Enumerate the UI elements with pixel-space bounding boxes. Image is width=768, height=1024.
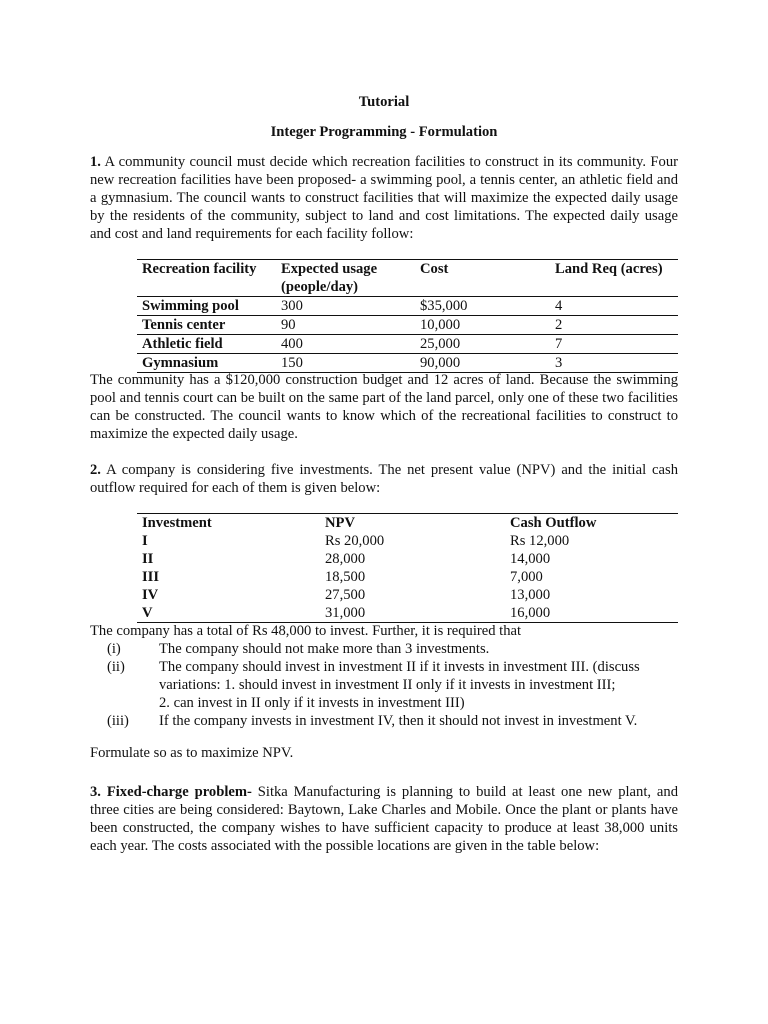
- table-row: [137, 568, 678, 586]
- table-cell: Athletic field: [137, 335, 276, 354]
- table-cell: 90,000: [415, 354, 550, 373]
- col-header: Investment: [137, 514, 320, 533]
- problem1-outro: The community has a $120,000 construction budget and 12 acres of land. Because the swimming pool and tennis court can be built on the same part of the land parcel, only one of these two facilities can be constructed. The council wants to know which of the recreational facilities to construct to maximize the expected daily usage.: [90, 372, 678, 442]
- problem1-intro: 1. A community council must decide which recreation facilities to construct in its community. Four new recreation facilities have been proposed- a swimming pool, a tennis center, an athletic field and a gymnasium. The council wants to construct facilities that will maximize the expected daily usage by the residents of the community, subject to land and cost limitations. The expected daily usage and cost and land requirements for each facility follow:: [90, 154, 678, 242]
- table-row: [137, 604, 678, 623]
- table-cell: Rs 12,000: [510, 533, 570, 549]
- table-cell: 25,000: [415, 335, 550, 354]
- table-header-row: [137, 260, 678, 297]
- table-cell: 18,500: [325, 569, 366, 585]
- table-cell: 3: [550, 354, 678, 373]
- table-row: [137, 335, 678, 354]
- condition-number: (iii): [107, 713, 129, 729]
- table-cell: Rs 20,000: [325, 533, 385, 549]
- table-row: [137, 532, 678, 550]
- table-cell: Swimming pool: [137, 297, 276, 316]
- table-cell: 28,000: [325, 551, 366, 567]
- table-row: [137, 586, 678, 604]
- table-cell: 31,000: [320, 604, 505, 623]
- col-header: Cost: [415, 260, 550, 297]
- table-cell: 13,000: [510, 587, 551, 603]
- table-row: [137, 354, 678, 373]
- problem2-number: 2.: [90, 462, 101, 478]
- problem1-number: 1.: [90, 154, 101, 170]
- condition-number: (ii): [107, 659, 125, 675]
- document-subtitle: Integer Programming - Formulation: [270, 124, 498, 140]
- problem2-lead: The company has a total of Rs 48,000 to invest. Further, it is required that: [90, 623, 522, 639]
- table-cell: $35,000: [415, 297, 550, 316]
- document-title: Tutorial: [358, 94, 410, 110]
- problem3-label: 3. Fixed-charge problem-: [90, 784, 252, 800]
- table-cell: II: [142, 551, 154, 567]
- problem2-closing: Formulate so as to maximize NPV.: [90, 745, 294, 761]
- table-cell: 4: [550, 297, 678, 316]
- col-header: Land Req (acres): [550, 260, 678, 297]
- table-cell: IV: [142, 587, 159, 603]
- table-cell: III: [142, 569, 160, 585]
- condition-text: 2. can invest in II only if it invests in investment III): [159, 695, 465, 711]
- col-header: Cash Outflow: [505, 514, 678, 533]
- investments-table: [137, 513, 678, 623]
- table-cell: 400: [276, 335, 415, 354]
- problem3-text: 3. Fixed-charge problem- Sitka Manufacturing is planning to build at least one new plant, and three cities are being considered: Baytown, Lake Charles and Mobile. Once the plant or plants have been constructed, the company wishes to have sufficient capacity to produce at least 38,000 units each year. The costs associated with the possible locations are given in the table below:: [90, 784, 678, 854]
- table-cell: Tennis center: [137, 316, 276, 335]
- col-header: NPV: [320, 514, 505, 533]
- condition-number: (i): [107, 641, 121, 657]
- table-row: [137, 550, 678, 568]
- col-header: Recreation facility: [137, 260, 276, 297]
- table-cell: 7,000: [510, 569, 543, 585]
- table-cell: 90: [276, 316, 415, 335]
- condition-text: variations: 1. should invest in investment II only if it invests in investment III;: [159, 677, 616, 693]
- condition-text: The company should not make more than 3 investments.: [159, 641, 490, 657]
- table-cell: Gymnasium: [137, 354, 276, 373]
- table-cell: 150: [276, 354, 415, 373]
- table-cell: V: [137, 604, 320, 623]
- table-cell: 27,500: [325, 587, 366, 603]
- table-cell: 7: [550, 335, 678, 354]
- table-row: [137, 316, 678, 335]
- col-header: Expected usage (people/day): [276, 260, 415, 297]
- facilities-table: [137, 259, 678, 373]
- table-cell: 14,000: [510, 551, 551, 567]
- condition-text: The company should invest in investment II if it invests in investment III. (discuss: [159, 659, 640, 675]
- problem2-intro: 2. A company is considering five investments. The net present value (NPV) and the initial cash outflow required for each of them is given below:: [90, 462, 678, 496]
- table-header-row: [137, 514, 678, 533]
- table-row: [137, 297, 678, 316]
- table-cell: 10,000: [415, 316, 550, 335]
- table-cell: 16,000: [505, 604, 678, 623]
- condition-text: If the company invests in investment IV, then it should not invest in investment V.: [159, 713, 638, 729]
- table-cell: 2: [550, 316, 678, 335]
- table-cell: 300: [276, 297, 415, 316]
- table-cell: I: [142, 533, 148, 549]
